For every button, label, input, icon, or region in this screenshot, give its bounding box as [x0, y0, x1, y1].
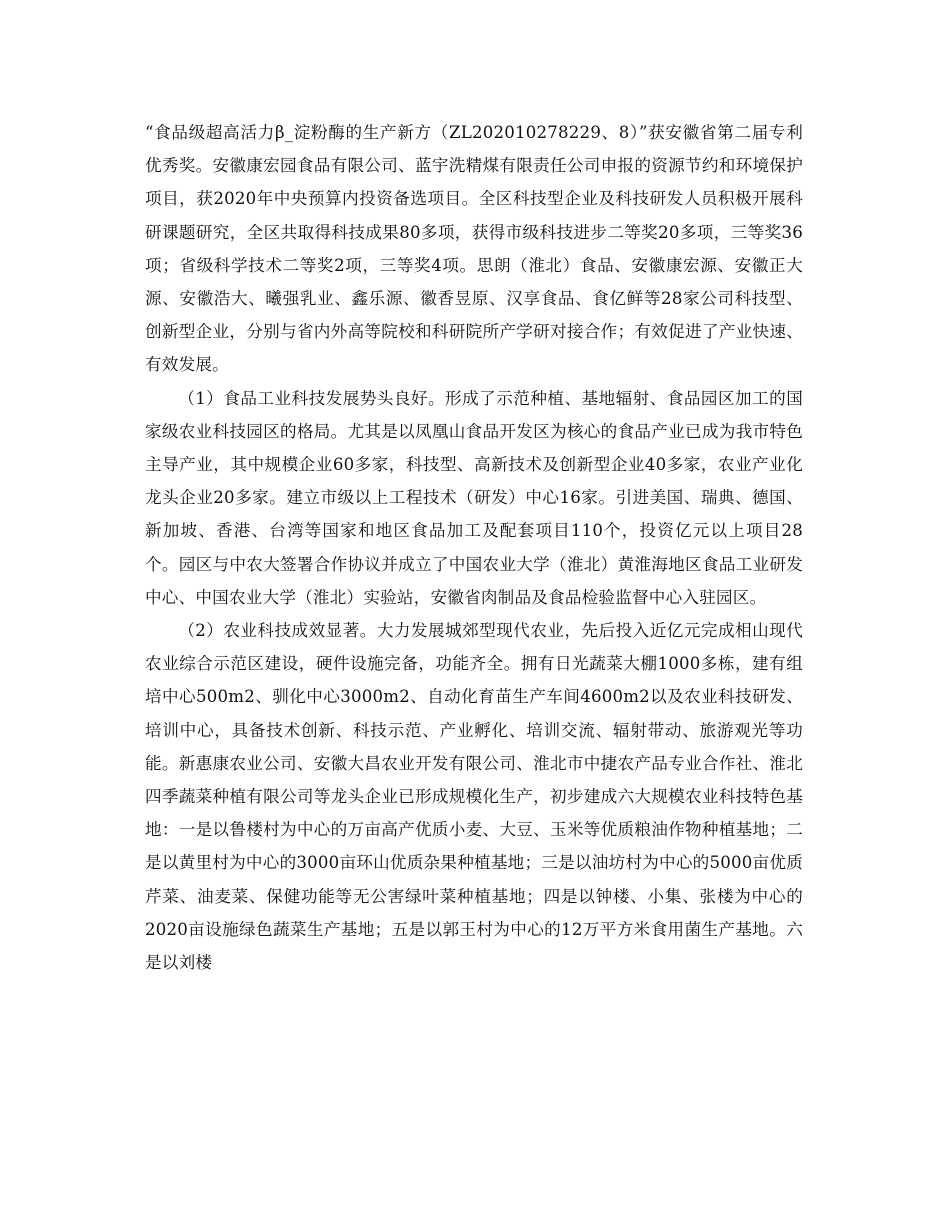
- paragraph-food-industry: （1）食品工业科技发展势头良好。形成了示范种植、基地辐射、食品园区加工的国家级农业科技园区的格局。尤其是以凤凰山食品开发区为核心的食品产业已成为我市特色主导产业，其中规模企业60多家，科技型、高新技术及创新型企业40多家，农业产业化龙头企业20多家。建立市级以上工程技术（研发）中心16家。引进美国、瑞典、德国、新加坡、香港、台湾等国家和地区食品加工及配套项目110个，投资亿元以上项目28个。园区与中农大签署合作协议并成立了中国农业大学（淮北）黄淮海地区食品工业研发中心、中国农业大学（淮北）实验站，安徽省肉制品及食品检验监督中心入驻园区。: [145, 388, 803, 607]
- paragraph-achievements: “食品级超高活力β_淀粉酶的生产新方（ZL202010278229、8）”获安徽省第二届专利优秀奖。安徽康宏园食品有限公司、蓝宇洗精煤有限责任公司申报的资源节约和环境保护项目，获2020年中央预算内投资备选项目。全区科技型企业及科技研发人员积极开展科研课题研究，全区共取得科技成果80多项，获得市级科技进步二等奖20多项，三等奖36项；省级科学技术二等奖2项，三等奖4项。思朗（淮北）食品、安徽康宏源、安徽正大源、安徽浩大、曦强乳业、鑫乐源、徽香昱原、汉享食品、食亿鲜等28家公司科技型、创新型企业，分别与省内外高等院校和科研院所产学研对接合作；有效促进了产业快速、有效发展。: [145, 123, 803, 375]
- document-page: [145, 116, 803, 979]
- paragraph-agriculture: （2）农业科技成效显著。大力发展城郊型现代农业，先后投入近亿元完成相山现代农业综合示范区建设，硬件设施完备，功能齐全。拥有日光蔬菜大棚1000多栋，建有组培中心500m2、驯化中心3000m2、自动化育苗生产车间4600m2以及农业科技研发、培训中心，具备技术创新、科技示范、产业孵化、培训交流、辐射带动、旅游观光等功能。新惠康农业公司、安徽大昌农业开发有限公司、淮北市中捷农产品专业合作社、淮北四季蔬菜种植有限公司等龙头企业已形成规模化生产，初步建成六大规模农业科技特色基地：一是以鲁楼村为中心的万亩高产优质小麦、大豆、玉米等优质粮油作物种植基地；二是以黄里村为中心的3000亩环山优质杂果种植基地；三是以油坊村为中心的5000亩优质芹菜、油麦菜、保健功能等无公害绿叶菜种植基地；四是以钟楼、小集、张楼为中心的2020亩设施绿色蔬菜生产基地；五是以郭王村为中心的12万平方米食用菌生产基地。六是以刘楼: [145, 621, 803, 973]
